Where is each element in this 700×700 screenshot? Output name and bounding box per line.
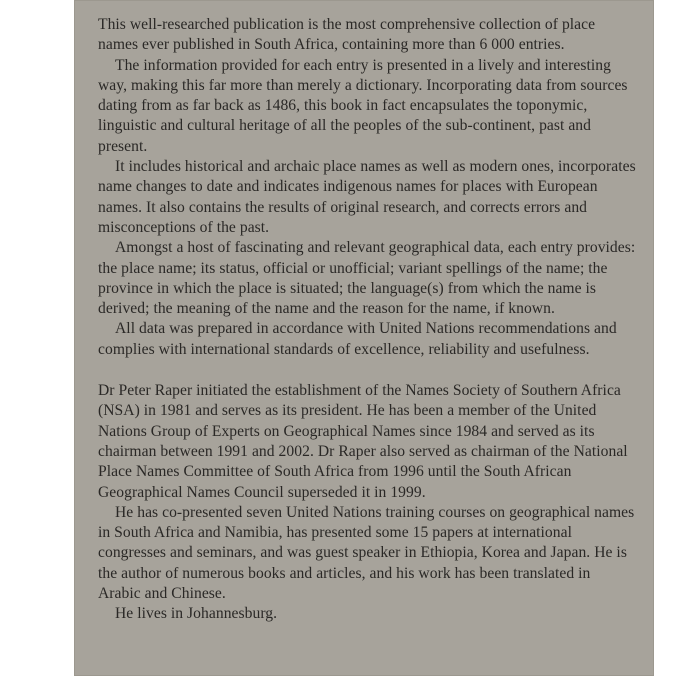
back-cover bbox=[74, 0, 654, 676]
blurb-paragraph: Amongst a host of fascinating and relevant geographical data, each entry provides: the place name; its status, official or unofficial; variant spellings of the name; the province in which the place is situated; the language(s) from which the name is derived; the meaning of the name and the reason for the name, if known. bbox=[98, 239, 636, 318]
bio-paragraph: He lives in Johannesburg. bbox=[115, 605, 278, 623]
cover-text bbox=[98, 15, 636, 625]
section-divider bbox=[98, 360, 636, 381]
blurb-paragraph: All data was prepared in accordance with United Nations recommendations and complies with international standards of excellence, reliability and usefulness. bbox=[98, 320, 617, 358]
bio-paragraph: He has co-presented seven United Nations training courses on geographical names in South Africa and Namibia, has presented some 15 papers at international congresses and seminars, and was guest speaker in Ethiopia, Korea and Japan. He is the author of numerous books and articles, and his work has been translated in Arabic and Chinese. bbox=[98, 503, 635, 603]
author-bio bbox=[98, 381, 636, 625]
blurb-paragraph: The information provided for each entry is presented in a lively and interesting way, making this far more than merely a dictionary. Incorporating data from sources dating from as far back as 1486, this book in fact encapsulates the toponymic, linguistic and cultural heritage of all the peoples of the sub-continent, past and present. bbox=[98, 56, 628, 155]
blurb-paragraph: This well-researched publication is the most comprehensive collection of place names ever published in South Africa, containing more than 6 000 entries. bbox=[98, 16, 596, 54]
bio-paragraph: Dr Peter Raper initiated the establishment of the Names Society of Southern Africa (NSA) in 1981 and serves as its president. He has been a member of the United Nations Group of Experts on Geographical Names since 1984 and served as its chairman between 1991 and 2002. Dr Raper also served as chairman of the National Place Names Committee of South Africa from 1996 until the South African Geographical Names Council superseded it in 1999. bbox=[98, 382, 628, 501]
publication-blurb bbox=[98, 15, 636, 360]
blurb-paragraph: It includes historical and archaic place names as well as modern ones, incorporates name changes to date and indicates indigenous names for places with European names. It also contains the results of original research, and corrects errors and misconceptions of the past. bbox=[98, 158, 636, 236]
